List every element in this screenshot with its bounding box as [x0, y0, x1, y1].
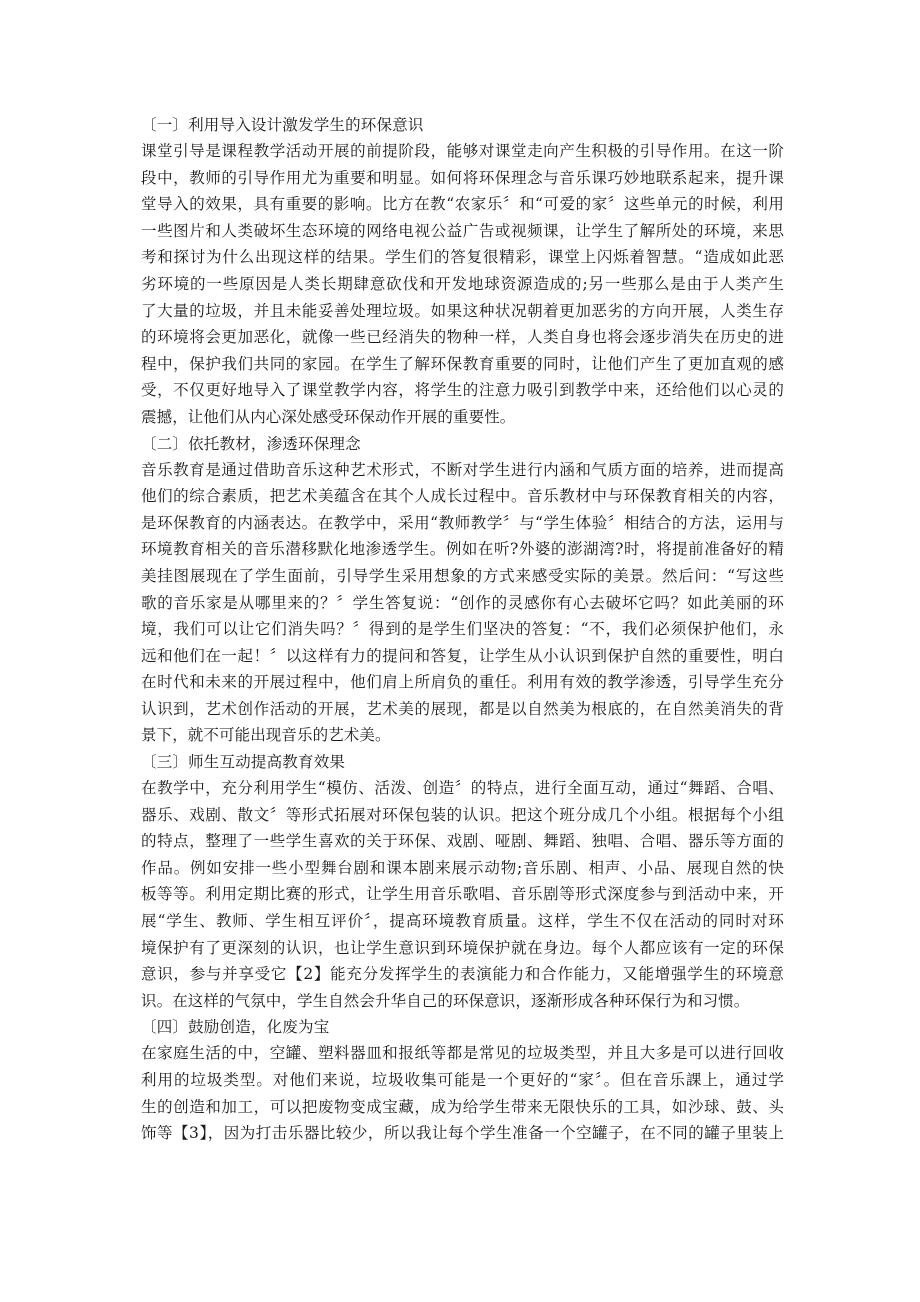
- paragraph-line: 器乐、戏剧、散文〞等形式拓展对环保包装的认识。把这个班分成几个小组。根据每个小组: [141, 805, 784, 824]
- paragraph-line: 展“学生、教师、学生相互评价〞，提高环境教育质量。这样，学生不仅在活动的同时对环: [141, 912, 784, 931]
- document-page: [141, 112, 784, 1147]
- paragraph-line: 景下，就不可能出现音乐的艺术美。: [141, 726, 391, 745]
- paragraph-line: 饰等【3】，因为打击乐器比较少，所以我让每个学生准备一个空罐子，在不同的罐子里装上: [141, 1124, 784, 1143]
- section-4: [141, 1014, 784, 1146]
- paragraph-line: 一些图片和人类破坏生态环境的网络电视公益广告或视频课，让学生了解所处的环境，来思: [141, 221, 784, 240]
- paragraph-line: 受，不仅更好地导入了课堂教学内容，将学生的注意力吸引到教学中来，还给他们以心灵的: [141, 381, 784, 400]
- paragraph-line: 课堂引导是课程教学活动开展的前提阶段，能够对课堂走向产生积极的引导作用。在这一阶: [141, 142, 784, 160]
- paragraph-line: 境，我们可以让它们消失吗？〞得到的是学生们坚决的答复：“不，我们必须保护他们，永: [141, 620, 784, 639]
- paragraph-line: 了大量的垃圾，并且未能妥善处理垃圾。如果这种状况朝着更加恶劣的方向开展，人类生存: [141, 301, 784, 320]
- paragraph-line: 在教学中，充分利用学生“模仿、活泼、创造〞的特点，进行全面互动，通过“舞蹈、合唱、: [141, 779, 784, 798]
- paragraph-line: 利用的垃圾类型。对他们来说，垃圾收集可能是一个更好的“家〞。但在音乐課上，通过学: [141, 1071, 784, 1089]
- paragraph-line: 在时代和未来的开展过程中，他们肩上所肩负的重任。利用有效的教学渗透，引导学生充分: [141, 673, 784, 692]
- section-heading: 〔二〕依托教材，渗透环保理念: [141, 434, 361, 453]
- paragraph-line: 堂导入的效果，具有重要的影响。比方在教“农家乐〞和“可爱的家〞这些单元的时候，利用: [141, 195, 784, 214]
- section-heading: 〔一〕利用导入设计激发学生的环保意识: [141, 116, 424, 134]
- paragraph-line: 他们的综合素质，把艺术美蕴含在其个人成长过程中。音乐教材中与环保教育相关的内容，: [141, 487, 784, 506]
- paragraph-line: 的特点，整理了一些学生喜欢的关于环保、戏剧、哑剧、舞蹈、独唱、合唱、器乐等方面的: [141, 832, 784, 851]
- paragraph-line: 音乐教育是通过借助音乐这种艺术形式，不断对学生进行内涵和气质方面的培养，进而提高: [141, 460, 784, 479]
- paragraph-line: 是环保教育的内涵表达。在教学中，采用“教师教学〞与“学生体验〞相结合的方法，运用与: [141, 513, 784, 532]
- paragraph-line: 的环境将会更加恶化，就像一些已经消失的物种一样，人类自身也将会逐步消失在历史的进: [141, 328, 784, 347]
- paragraph-line: 环境教育相关的音乐潜移默化地渗透学生。例如在听?外婆的澎湖湾?时，将提前准备好的精: [141, 540, 784, 559]
- paragraph-line: 程中，保护我们共同的家园。在学生了解环保教育重要的同时，让他们产生了更加直观的感: [141, 354, 784, 373]
- paragraph-line: 歌的音乐家是从哪里来的？〞学生答复说：“创作的灵感你有心去破坏它吗？如此美丽的环: [141, 593, 784, 612]
- section-2: [141, 431, 784, 750]
- section-heading: 〔四〕鼓励创造，化废为宝: [141, 1018, 330, 1037]
- paragraph-line: 美挂图展现在了学生面前，引导学生采用想象的方式来感受实际的美景。然后问：“写这些: [141, 566, 784, 585]
- paragraph-line: 在家庭生活的中，空罐、塑料器皿和报纸等都是常见的垃圾类型，并且大多是可以进行回收: [141, 1044, 784, 1063]
- paragraph-line: 认识到，艺术创作活动的开展，艺术美的展现，都是以自然美为根底的，在自然美消失的背: [141, 699, 784, 718]
- paragraph-line: 生的创造和加工，可以把废物变成宝藏，成为给学生带来无限快乐的工具，如沙球、鼓、头: [141, 1097, 784, 1116]
- paragraph-line: 板等等。利用定期比赛的形式，让学生用音乐歌唱、音乐剧等形式深度参与到活动中来，开: [141, 885, 784, 904]
- paragraph-line: 震撼，让他们从内心深处感受环保动作开展的重要性。: [141, 407, 516, 426]
- section-3: [141, 749, 784, 1014]
- paragraph-line: 境保护有了更深刻的认识，也让学生意识到环境保护就在身边。每个人都应该有一定的环保: [141, 938, 784, 957]
- paragraph-line: 劣环境的一些原因是人类长期肆意砍伐和开发地球资源造成的;另一些那么是由于人类产生: [141, 274, 784, 293]
- paragraph-line: 意识，参与并享受它【2】能充分发挥学生的表演能力和合作能力，又能增强学生的环境意: [141, 965, 784, 984]
- section-1: [141, 112, 784, 431]
- section-heading: 〔三〕师生互动提高教育效果: [141, 753, 346, 772]
- paragraph-line: 识。在这样的气氛中，学生自然会升华自己的环保意识，逐渐形成各种环保行为和习惯。: [141, 991, 750, 1010]
- paragraph-line: 考和探讨为什么出现这样的结果。学生们的答复很精彩，课堂上闪烁着智慧。“造成如此恶: [141, 248, 784, 267]
- paragraph-line: 段中，教师的引导作用尤为重要和明显。如何将环保理念与音乐课巧妙地联系起来，提升课: [141, 168, 784, 187]
- paragraph-line: 远和他们在一起！〞以这样有力的提问和答复，让学生从小认识到保护自然的重要性，明白: [141, 646, 784, 665]
- paragraph-line: 作品。例如安排一些小型舞台剧和课本剧来展示动物;音乐剧、相声、小品、展现自然的快: [141, 858, 784, 877]
